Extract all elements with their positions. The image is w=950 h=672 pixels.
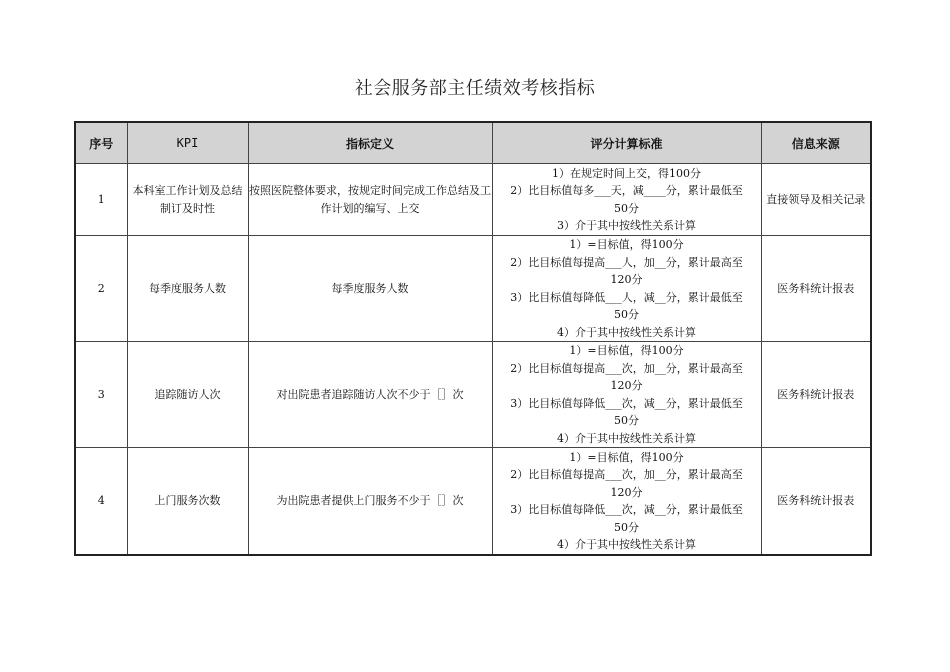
header-source: 信息来源 [761, 122, 871, 164]
header-no: 序号 [75, 122, 127, 164]
kpi-definition: 按照医院整体要求，按规定时间完成工作总结及工作计划的编写、上交 [248, 164, 492, 236]
header-definition: 指标定义 [248, 122, 492, 164]
rule-line: 3）比目标值每降低___人，减__分，累计最低至 [510, 290, 743, 304]
scoring-rule [492, 448, 761, 556]
row-number: 4 [75, 448, 127, 556]
row-number: 3 [75, 342, 127, 448]
rule-line: 4）介于其中按线性关系计算 [557, 538, 696, 551]
kpi-definition: 对出院患者追踪随访人次不少于［］次 [248, 342, 492, 448]
kpi-name: 追踪随访人次 [127, 342, 248, 448]
info-source: 医务科统计报表 [761, 342, 871, 448]
header-rule: 评分计算标准 [492, 122, 761, 164]
kpi-name: 每季度服务人数 [127, 236, 248, 342]
kpi-definition: 每季度服务人数 [248, 236, 492, 342]
rule-line: 120分 [610, 273, 643, 286]
rule-line: 1）在规定时间上交，得100分 [552, 166, 701, 180]
rule-line: 1）=目标值，得100分 [569, 344, 684, 357]
scoring-rule [492, 342, 761, 448]
rule-line: 1）=目标值，得100分 [569, 238, 684, 251]
row-number: 2 [75, 236, 127, 342]
scoring-rule [492, 164, 761, 236]
table-row [75, 448, 871, 556]
rule-line: 50分 [614, 520, 639, 534]
rule-line: 1）=目标值，得100分 [569, 450, 684, 464]
rule-line: 50分 [614, 308, 639, 321]
page-title: 社会服务部主任绩效考核指标 [354, 78, 596, 99]
rule-line: 2）比目标值每提高___人，加__分，累计最高至 [510, 255, 743, 269]
rule-line: 50分 [614, 414, 639, 427]
rule-line: 2）比目标值每提高___次，加__分，累计最高至 [510, 361, 743, 375]
table-row [75, 164, 871, 236]
kpi-name: 本科室工作计划及总结制订及时性 [127, 164, 248, 236]
kpi-definition: 为出院患者提供上门服务不少于［］次 [248, 448, 492, 556]
kpi-table [74, 121, 872, 556]
info-source: 医务科统计报表 [761, 236, 871, 342]
scoring-rule [492, 236, 761, 342]
row-number: 1 [75, 164, 127, 236]
table-header-row [75, 122, 871, 164]
rule-line: 3）介于其中按线性关系计算 [557, 219, 696, 232]
info-source: 直接领导及相关记录 [761, 164, 871, 236]
kpi-name: 上门服务次数 [127, 448, 248, 556]
rule-line: 50分 [614, 201, 639, 215]
rule-line: 4）介于其中按线性关系计算 [557, 325, 696, 339]
table-row [75, 236, 871, 342]
table-row [75, 342, 871, 448]
rule-line: 3）比目标值每降低___次，减__分，累计最低至 [510, 396, 743, 410]
rule-line: 2）比目标值每提高___次，加__分，累计最高至 [510, 468, 743, 481]
info-source: 医务科统计报表 [761, 448, 871, 556]
header-kpi: KPI [127, 122, 248, 164]
rule-line: 3）比目标值每降低___次，减__分，累计最低至 [510, 503, 743, 516]
rule-line: 2）比目标值每多___天，减____分，累计最低至 [510, 184, 743, 197]
rule-line: 120分 [610, 379, 643, 392]
rule-line: 4）介于其中按线性关系计算 [557, 431, 696, 445]
rule-line: 120分 [610, 485, 643, 499]
